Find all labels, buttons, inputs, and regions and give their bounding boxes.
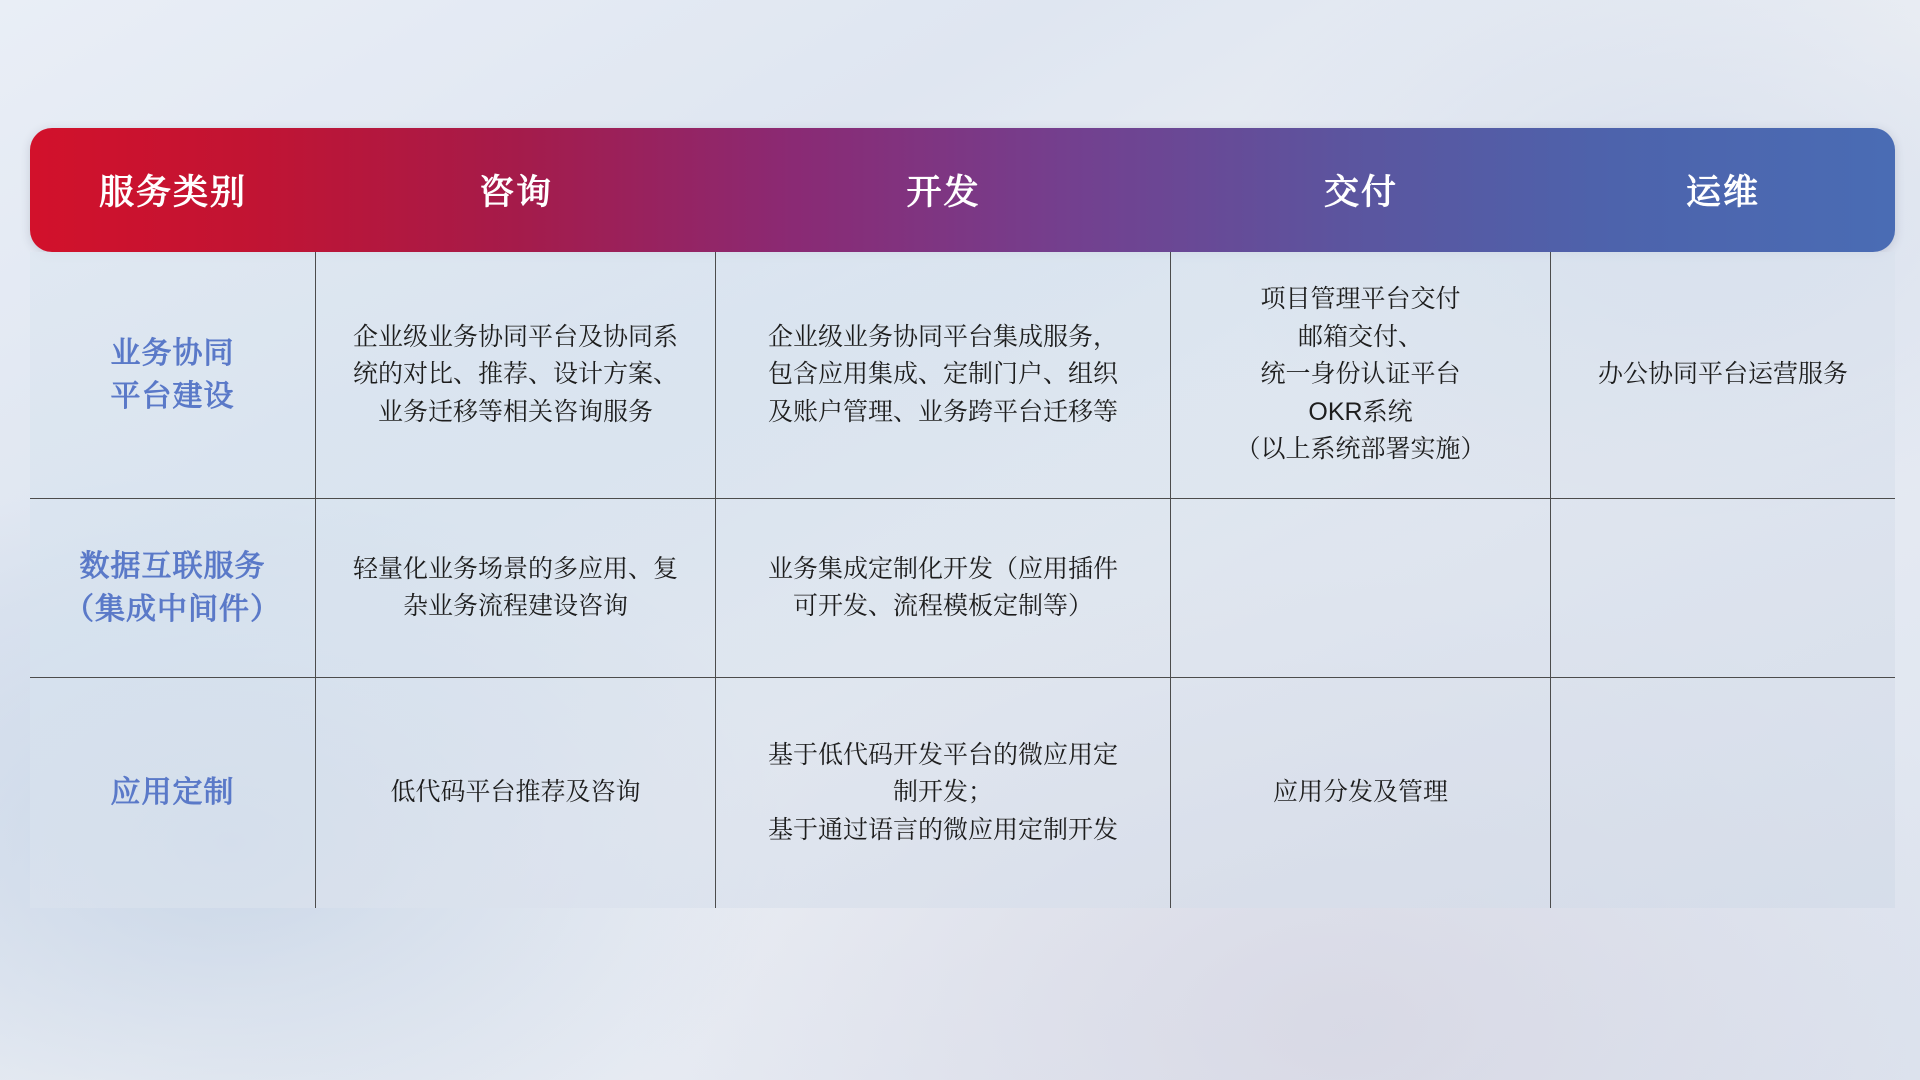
- cell-development: 基于低代码开发平台的微应用定 制开发； 基于通过语言的微应用定制开发: [716, 678, 1171, 908]
- cell-operations: [1551, 499, 1895, 677]
- cell-delivery: [1171, 499, 1551, 677]
- column-header-development: 开发: [906, 173, 981, 212]
- table-row: [30, 499, 1895, 678]
- cell-consulting: 企业级业务协同平台及协同系 统的对比、推荐、设计方案、 业务迁移等相关咨询服务: [316, 252, 716, 498]
- column-header-category: 服务类别: [98, 173, 247, 212]
- column-header-consulting: 咨询: [478, 173, 553, 212]
- cell-operations: [1551, 678, 1895, 908]
- cell-operations: 办公协同平台运营服务: [1597, 360, 1848, 389]
- column-header-delivery: 交付: [1323, 173, 1398, 212]
- service-matrix-table: [30, 128, 1895, 908]
- table-row: [30, 678, 1895, 908]
- table-row: [30, 252, 1895, 499]
- row-category-label: 应用定制: [30, 678, 316, 908]
- table-body: [30, 252, 1895, 908]
- row-category-label: 数据互联服务 （集成中间件）: [30, 499, 316, 677]
- column-header-operations: 运维: [1685, 173, 1760, 212]
- cell-delivery: 应用分发及管理: [1171, 678, 1551, 908]
- cell-consulting: 低代码平台推荐及咨询: [316, 678, 716, 908]
- cell-consulting: 轻量化业务场景的多应用、复 杂业务流程建设咨询: [316, 499, 716, 677]
- cell-delivery: 项目管理平台交付 邮箱交付、 统一身份认证平台 OKR系统 （以上系统部署实施）: [1171, 252, 1551, 498]
- cell-development: 企业级业务协同平台集成服务， 包含应用集成、定制门户、组织 及账户管理、业务跨平台迁移等: [716, 252, 1171, 498]
- row-category-label: 业务协同 平台建设: [30, 252, 316, 498]
- table-header-row: [30, 128, 1895, 252]
- cell-development: 业务集成定制化开发（应用插件 可开发、流程模板定制等）: [716, 499, 1171, 677]
